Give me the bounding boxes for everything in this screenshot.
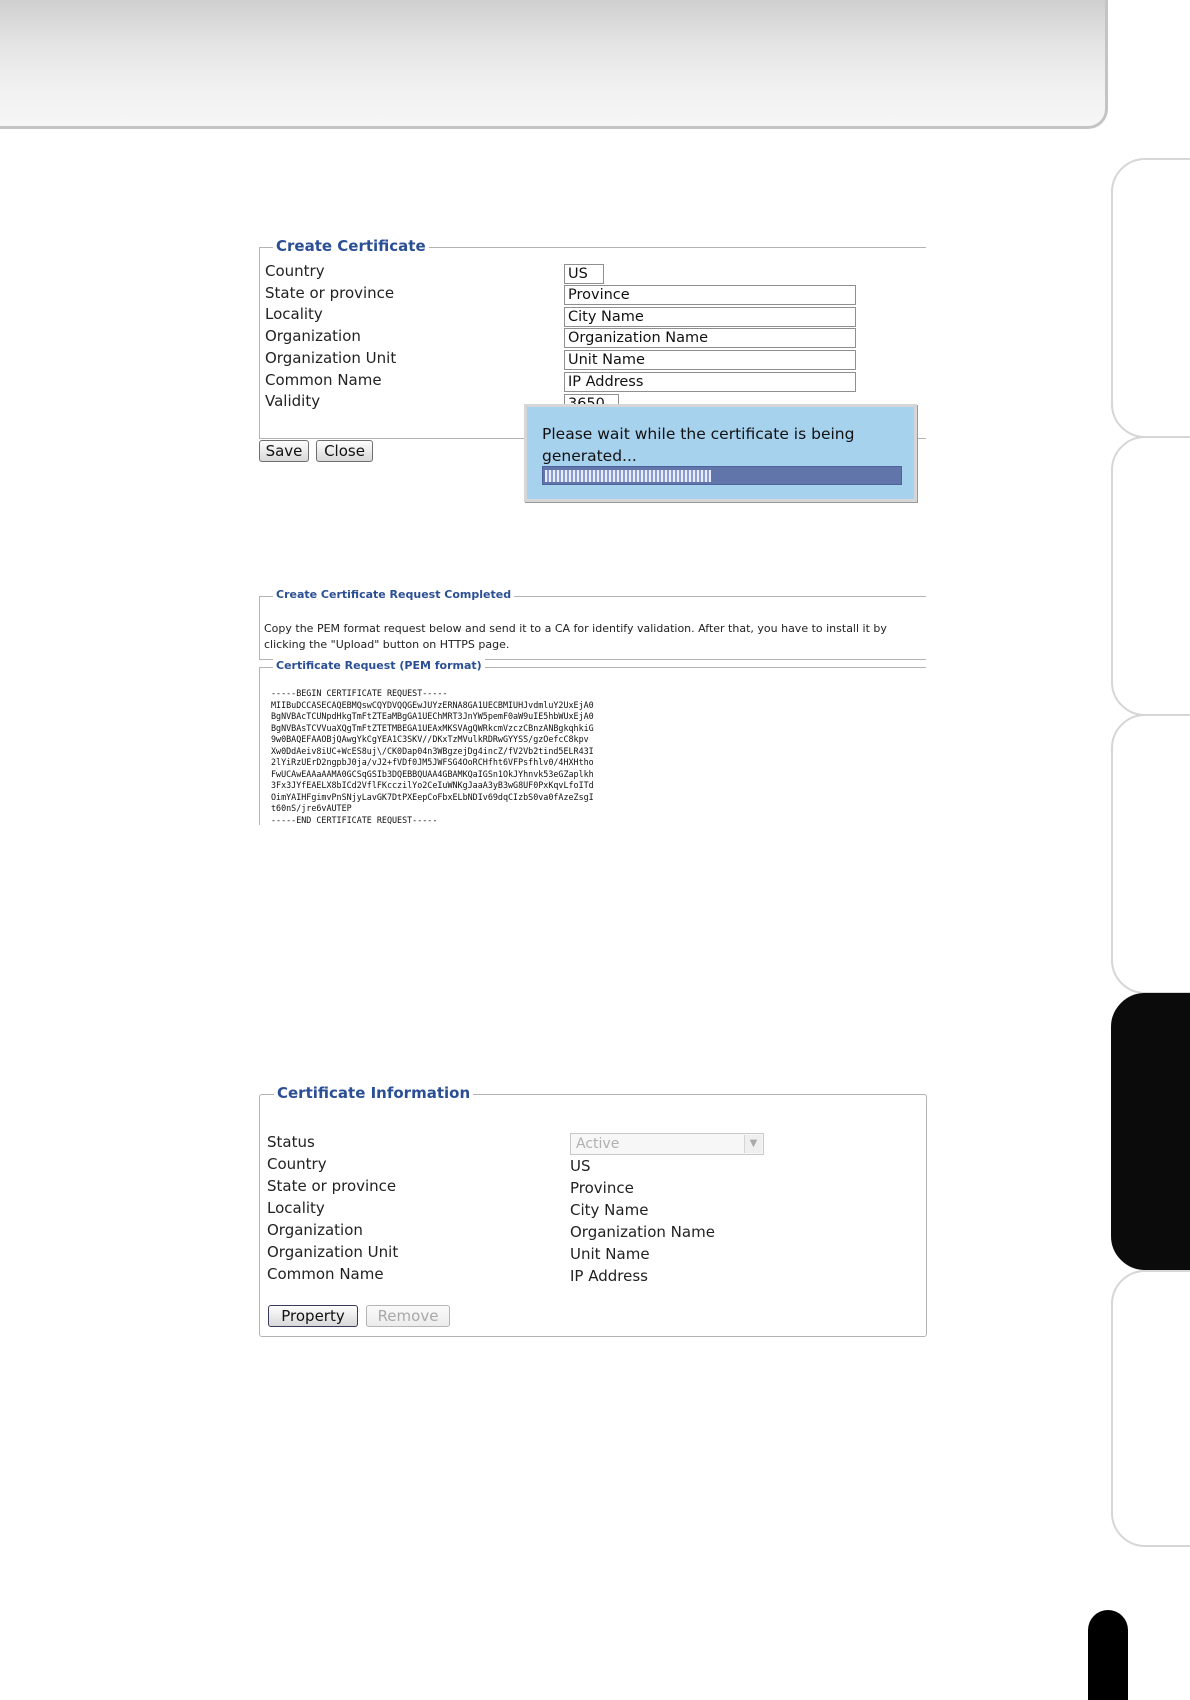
info-label-country: Country: [267, 1155, 327, 1173]
save-button[interactable]: Save: [259, 440, 309, 462]
page-number-tab: [1088, 1610, 1128, 1700]
label-organization: Organization: [265, 327, 361, 345]
property-button[interactable]: Property: [268, 1305, 358, 1327]
label-state: State or province: [265, 284, 395, 302]
side-tab-3: [1111, 714, 1190, 994]
request-completed-legend: Create Certificate Request Completed: [273, 588, 514, 601]
pem-request-panel: [259, 659, 926, 825]
common-name-input[interactable]: IP Address: [564, 372, 856, 392]
side-tab-2: [1111, 436, 1190, 716]
request-instructions: Copy the PEM format request below and send it to a CA for identify validation. After that, you have to install it by clicking the "Upload" button on HTTPS page.: [264, 622, 887, 651]
panel-border-left: [259, 667, 260, 825]
info-label-organization-unit: Organization Unit: [267, 1243, 399, 1261]
panel-border-left: [259, 596, 260, 660]
certificate-info-legend: Certificate Information: [274, 1084, 473, 1102]
side-tab-5: [1111, 1270, 1190, 1547]
info-value-common-name: IP Address: [570, 1267, 648, 1285]
pem-request-text[interactable]: -----BEGIN CERTIFICATE REQUEST----- MIIBuDCCASECAQEBMQswCQYDVQQGEwJUYzERNA8GA1UECBMIUHJvdmluY2UxEjA0 BgNVBAcTCUNpdHkgTmFtZTEaMBgGA1UEChMRT3JnYW5pemF0aW9uIE5hbWUxEjA0 BgNVBAsTCVVuaXQgTmFtZTETMBEGA1UEAxMKSVAgQWRkcmVzczCBnzANBgkqhkiG 9w0BAQEFAAOBjQAwgYkCgYEA1C3SKV//DKxTzMVulkRDRwGYYSS/gzOefcC8kpv Xw0DdAeiv8iUC+WcES8uj\/CK0Dap04n3WBgzejDg4incZ/fV2Vb2tind5ELR43I 2lYiRzUErD2ngpbJ0ja/vJ2+fVDf0JM5JWFSG4OoRCHfht6VFPsfhlv0/4HXHtho FwUCAwEAAaAAMA0GCSqGSIb3DQEBBQUAA4GBAMKQaIGSn1OkJYhnvk53eGZaplkh 3Fx3JYfEAELX8bICd2VflFKcczilYo2CeIuWNKgJaaA3yB3wG8UF0PxKqvLfoITd OimYAIHFgimvPnSNjyLavGK7DtPXEepCoFbxELbNDIv69dqCIzbS0va0fAzeZsgI t60nS/jre6vAUTEP -----END CERTIFICATE REQUEST-----: [271, 688, 594, 825]
info-value-country: US: [570, 1157, 591, 1175]
progress-fill: [545, 470, 711, 482]
label-validity: Validity: [265, 392, 321, 410]
country-input[interactable]: US: [564, 264, 604, 284]
info-value-state: Province: [570, 1179, 634, 1197]
organization-unit-input[interactable]: Unit Name: [564, 350, 856, 370]
info-label-organization: Organization: [267, 1221, 363, 1239]
status-select-value: Active: [576, 1136, 620, 1152]
organization-input[interactable]: Organization Name: [564, 328, 856, 348]
side-tab-4-active: [1111, 993, 1190, 1270]
info-value-organization-unit: Unit Name: [570, 1245, 650, 1263]
wait-dialog: [524, 404, 917, 502]
label-status: Status: [267, 1133, 315, 1151]
label-organization-unit: Organization Unit: [265, 349, 397, 367]
status-select: [570, 1133, 764, 1155]
request-completed-panel: [259, 588, 926, 660]
info-value-locality: City Name: [570, 1201, 649, 1219]
info-label-locality: Locality: [267, 1199, 325, 1217]
side-tab-1: [1111, 158, 1190, 438]
label-country: Country: [265, 262, 325, 280]
label-locality: Locality: [265, 305, 323, 323]
panel-border-left: [259, 247, 260, 439]
progress-bar: [542, 466, 902, 485]
chevron-down-icon: ▼: [744, 1135, 762, 1153]
certificate-info-panel: [259, 1084, 927, 1337]
label-common-name: Common Name: [265, 371, 382, 389]
state-input[interactable]: Province: [564, 285, 856, 305]
pem-request-legend: Certificate Request (PEM format): [273, 659, 485, 672]
info-label-state: State or province: [267, 1177, 397, 1195]
header-band: [0, 0, 1108, 129]
close-button[interactable]: Close: [316, 440, 373, 462]
wait-message: Please wait while the certificate is being generated...: [542, 425, 855, 465]
create-certificate-legend: Create Certificate: [273, 237, 429, 255]
info-label-common-name: Common Name: [267, 1265, 384, 1283]
locality-input[interactable]: City Name: [564, 307, 856, 327]
info-value-organization: Organization Name: [570, 1223, 715, 1241]
remove-button: Remove: [366, 1305, 450, 1327]
